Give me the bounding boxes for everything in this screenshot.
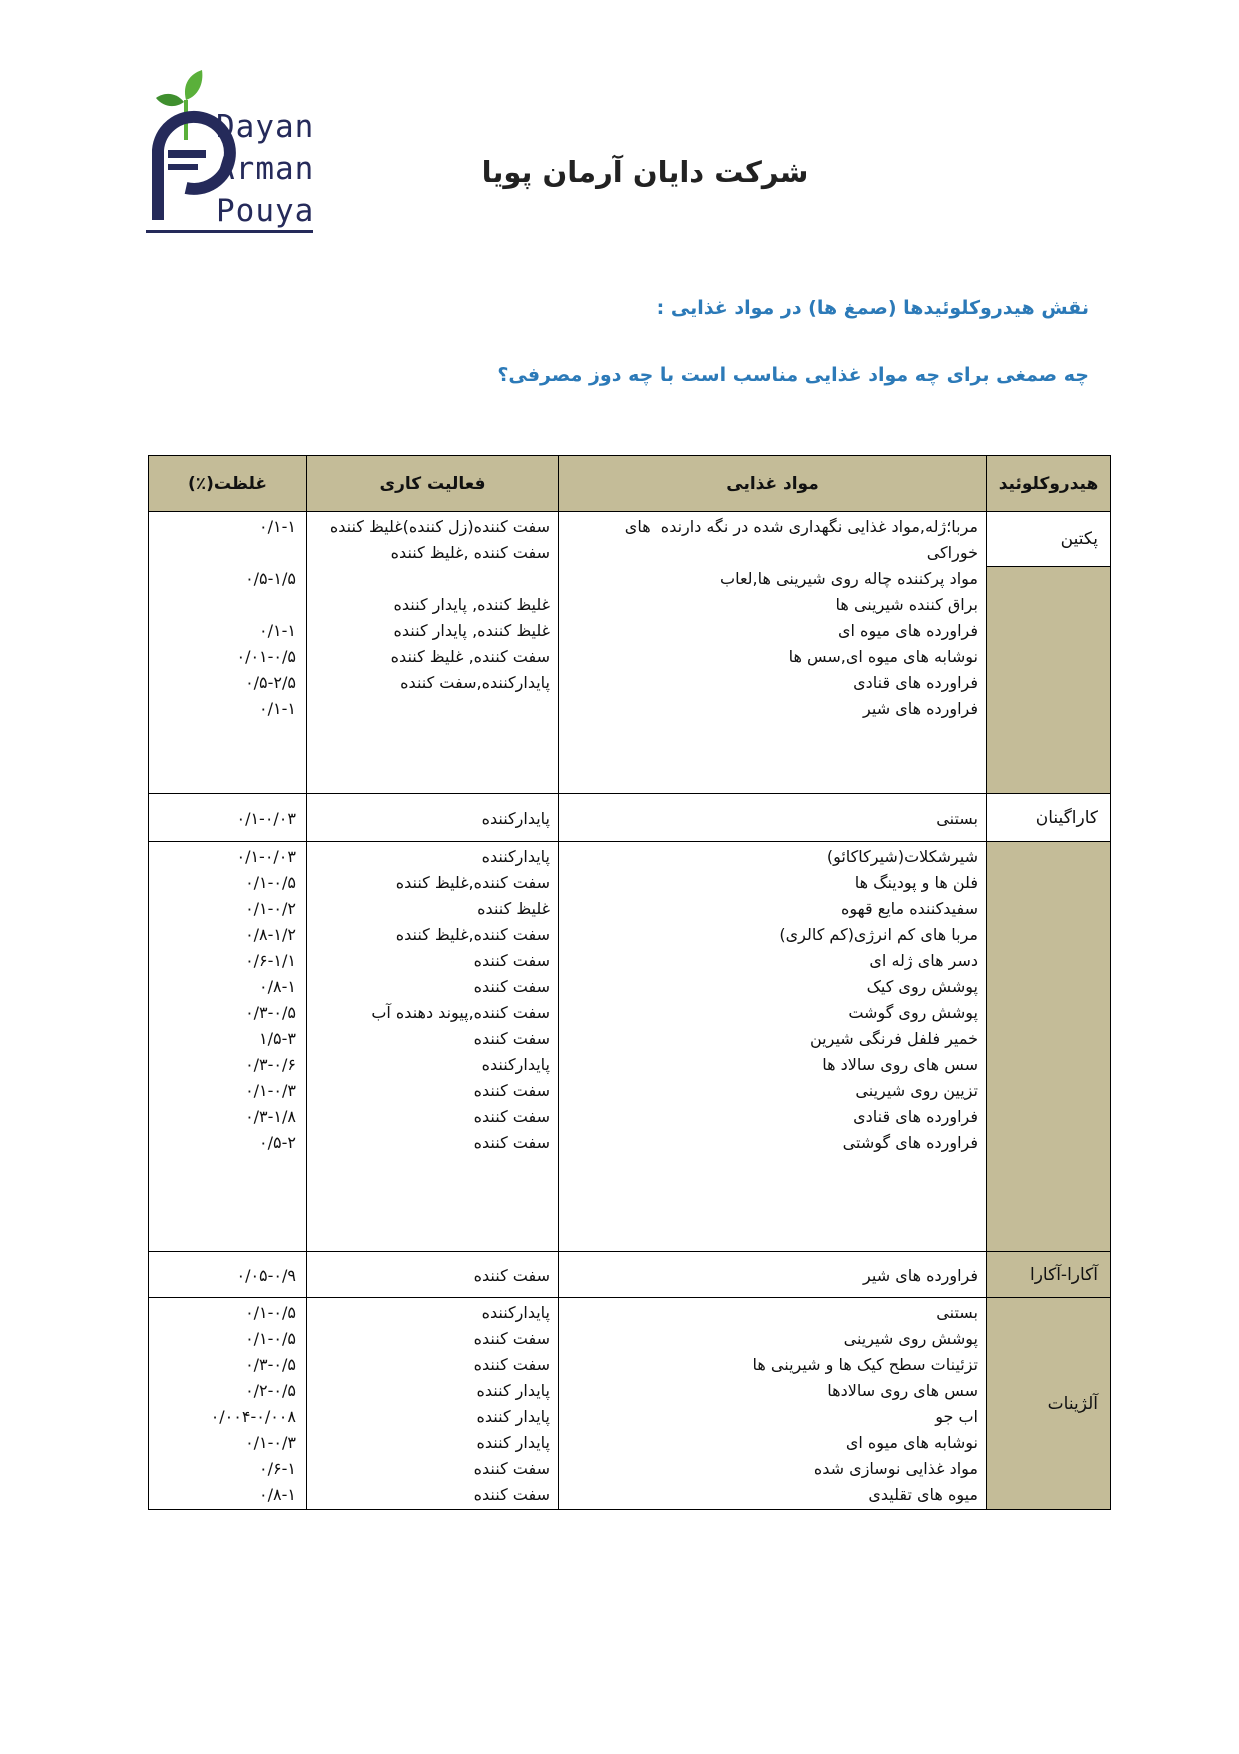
header-food: مواد غذایی: [559, 456, 987, 512]
agar-activity: سفت کننده: [473, 1265, 550, 1285]
carrageenan-name: کاراگینان: [1035, 807, 1098, 828]
agar-name-cell: [987, 1252, 1111, 1298]
carrageenan-row1-food-cell: [559, 794, 987, 842]
carrageenan-row1-activity: پایدارکننده: [481, 808, 550, 828]
agar-food-cell: [559, 1252, 987, 1298]
company-logo: [146, 70, 318, 240]
pectin-activity-cell: [307, 512, 559, 794]
logo-underline: [146, 230, 313, 233]
alginate-activity: پایدارکننده سفت کننده سفت کننده پایدار کننده پایدار کننده پایدار کننده سفت کننده سفت کننده: [473, 1303, 550, 1504]
alginate-food-cell: [559, 1298, 987, 1510]
carrageenan-activity: پایدارکننده سفت کننده,غلیظ کننده غلیظ کننده سفت کننده,غلیظ کننده سفت کننده سفت کننده سفت کننده,پیوند دهنده آب سفت کننده پایدارکننده سفت کننده سفت کننده سفت کننده: [371, 847, 550, 1152]
table-header-row: [149, 456, 1111, 512]
agar-name: آکارا-آکارا: [1030, 1264, 1098, 1285]
pectin-name-cell: [987, 512, 1111, 567]
logo-word-1: Dayan: [216, 109, 315, 145]
carrageenan-food: شیرشکلات(شیرکاکائو) فلن ها و پودینگ ها سفیدکننده مایع قهوه مربا های کم انرژی(کم کالری) دسر های ژله ای پوشش روی کیک پوشش روی گوشت خمیر فلفل فرنگی شیرین سس های روی سالاد ها تزیین روی شیرینی فراورده های قنادی فراورده های گوشتی: [779, 847, 978, 1152]
table-row-alginate: [149, 1298, 1111, 1510]
carrageenan-row1-concentration-cell: [149, 794, 307, 842]
pectin-name: پکتین: [1060, 529, 1098, 549]
logo-word-2: Arman: [216, 151, 315, 187]
agar-activity-cell: [307, 1252, 559, 1298]
header-concentration: غلظت(٪): [149, 456, 307, 512]
carrageenan-food-cell: [559, 842, 987, 1252]
agar-concentration-cell: [149, 1252, 307, 1298]
section-question: چه صمغی برای چه مواد غذایی مناسب است با چه دوز مصرفی؟: [497, 364, 1089, 386]
table-row-carrageenan: [149, 794, 1111, 842]
carrageenan-empty-cell: [987, 842, 1111, 1252]
table-row-agar: [149, 1252, 1111, 1298]
alginate-activity-cell: [307, 1298, 559, 1510]
table-row-carrageenan-products: [149, 842, 1111, 1252]
pectin-concentration-cell: [149, 512, 307, 794]
carrageenan-activity-cell: [307, 842, 559, 1252]
alginate-concentration: ۰/۱-۰/۵ ۰/۱-۰/۵ ۰/۳-۰/۵ ۰/۲-۰/۵ ۰/۰۰۴-۰/۰۰۸ ۰/۱-۰/۳ ۰/۶-۱ ۰/۸-۱: [210, 1303, 296, 1504]
agar-food: فراورده های شیر: [863, 1265, 978, 1285]
company-name: شرکت دایان آرمان پویا: [481, 155, 809, 189]
logo-word-3: Pouya: [216, 193, 315, 229]
carrageenan-concentration: ۰/۱-۰/۰۳ ۰/۱-۰/۵ ۰/۱-۰/۲ ۰/۸-۱/۲ ۰/۶-۱/۱ ۰/۸-۱ ۰/۳-۰/۵ ۱/۵-۳ ۰/۳-۰/۶ ۰/۱-۰/۳ ۰/۳-۱/۸ ۰/۵-۲: [236, 847, 296, 1152]
section-title: نقش هیدروکلوئیدها (صمغ ها) در مواد غذایی :: [656, 297, 1089, 319]
carrageenan-concentration-cell: [149, 842, 307, 1252]
pectin-concentration: ۰/۱-۱ ۰/۵-۱/۵ ۰/۱-۱ ۰/۰۱-۰/۵ ۰/۵-۲/۵ ۰/۱-۱: [236, 517, 296, 718]
carrageenan-row1-activity-cell: [307, 794, 559, 842]
alginate-name: آلژینات: [1047, 1393, 1098, 1414]
hydrocolloid-table: [148, 455, 1111, 1510]
agar-concentration: ۰/۰۵-۰/۹: [236, 1265, 296, 1285]
pectin-activity: سفت کننده(زل کننده)غلیظ کننده سفت کننده ,غلیظ کننده غلیظ کننده, پایدار کننده غلیظ کننده, پایدار کننده سفت کننده, غلیظ کننده پایدارکننده,سفت کننده: [329, 517, 550, 692]
table-row-pectin-name: [149, 512, 1111, 567]
header-activity: فعالیت کاری: [307, 456, 559, 512]
alginate-name-cell: [987, 1298, 1111, 1510]
alginate-food: بستنی پوشش روی شیرینی تزئینات سطح کیک ها و شیرینی ها سس های روی سالادها اب جو نوشابه های میوه ای مواد غذایی نوسازی شده میوه های تقلیدی: [752, 1303, 978, 1504]
logo-wordmark: [216, 106, 314, 232]
pectin-food: مربا؛ژله,مواد غذایی نگهداری شده در نگه دارنده های خوراکی مواد پرکننده چاله روی شیرینی ها,لعاب براق کننده شیرینی ها فراورده های میوه ای نوشابه های میوه ای,سس ها فراورده های قنادی فراورده های شیر: [624, 517, 978, 718]
carrageenan-row1-concentration: ۰/۱-۰/۰۳: [236, 808, 296, 828]
pectin-food-cell: [559, 512, 987, 794]
pectin-empty-cell: [987, 567, 1111, 794]
header-hydrocolloid: هیدروکلوئید: [987, 456, 1111, 512]
carrageenan-name-cell: [987, 794, 1111, 842]
carrageenan-row1-food: بستنی: [936, 808, 978, 828]
alginate-concentration-cell: [149, 1298, 307, 1510]
